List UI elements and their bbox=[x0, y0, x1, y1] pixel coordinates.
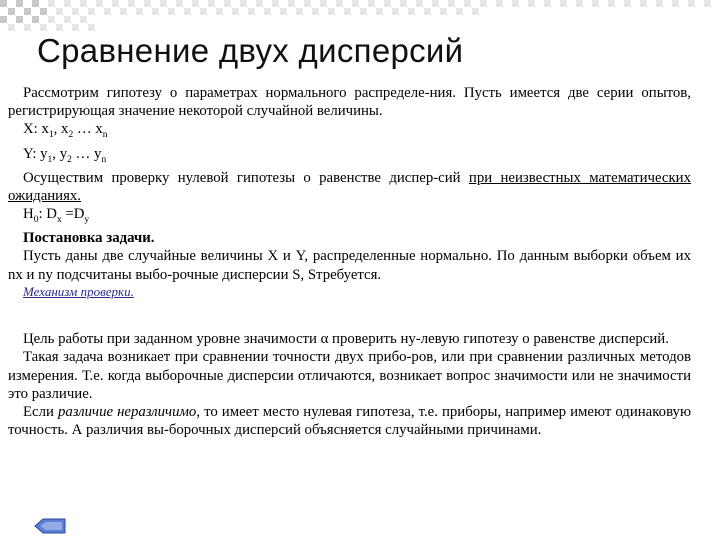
checker-square bbox=[344, 8, 351, 15]
checker-square bbox=[232, 8, 239, 15]
checker-square bbox=[416, 0, 423, 7]
checker-square bbox=[264, 8, 271, 15]
checker-square bbox=[48, 16, 55, 23]
checker-square bbox=[144, 0, 151, 7]
checker-square bbox=[24, 24, 31, 31]
checker-square bbox=[88, 24, 95, 31]
page-title: Сравнение двух дисперсий bbox=[37, 32, 464, 69]
checker-square bbox=[704, 0, 711, 7]
paragraph-goal: Цель работы при заданном уровне значимости α проверить ну-левую гипотезу о равенстве дисперсий. bbox=[23, 331, 669, 348]
checker-square bbox=[120, 8, 127, 15]
paragraph-conclusion: Если различие неразличимо, то имеет место нулевая гипотеза, т.е. приборы, например имеют одинаковую точность. А различия вы-борочных дисперсий объясняется случайными причинами. bbox=[8, 403, 691, 439]
checker-square bbox=[64, 0, 71, 7]
checker-square bbox=[608, 0, 615, 7]
checker-square bbox=[592, 0, 599, 7]
checker-square bbox=[72, 24, 79, 31]
checker-square bbox=[560, 0, 567, 7]
checker-square bbox=[32, 0, 39, 7]
checker-square bbox=[336, 0, 343, 7]
paragraph-context: Такая задача возникает при сравнении точности двух прибо-ров, или при сравнении различных методов измерения. Т.е. когда выборочные дисперсии отличаются, возникает вопрос значимости или не значимости это различие. bbox=[8, 349, 691, 402]
checker-square bbox=[544, 0, 551, 7]
checker-square bbox=[288, 0, 295, 7]
checker-square bbox=[192, 0, 199, 7]
checker-square bbox=[176, 0, 183, 7]
checker-square bbox=[216, 8, 223, 15]
checker-square bbox=[304, 0, 311, 7]
checker-square bbox=[56, 8, 63, 15]
checker-square bbox=[256, 0, 263, 7]
checker-square bbox=[168, 8, 175, 15]
checker-square bbox=[248, 8, 255, 15]
checker-square bbox=[352, 0, 359, 7]
paragraph-task: Пусть даны две случайные величины X и Y, распределенные нормально. По данным выборки объем их nx и ny подсчитаны выбо-рочные дисперсии S, Sтребуется. bbox=[8, 248, 691, 283]
checker-square bbox=[24, 8, 31, 15]
checker-square bbox=[64, 16, 71, 23]
checker-square bbox=[496, 0, 503, 7]
checker-square bbox=[464, 0, 471, 7]
checker-square bbox=[112, 0, 119, 7]
checker-square bbox=[424, 8, 431, 15]
checker-square bbox=[56, 24, 63, 31]
checker-square bbox=[512, 0, 519, 7]
checker-square bbox=[0, 16, 7, 23]
checker-square bbox=[160, 0, 167, 7]
checker-square bbox=[72, 8, 79, 15]
checker-square bbox=[96, 0, 103, 7]
checker-square bbox=[576, 0, 583, 7]
checker-square bbox=[136, 8, 143, 15]
x-series-line: X: $x_1$, $x_2$ … $x_n$ bbox=[23, 121, 108, 141]
checker-square bbox=[128, 0, 135, 7]
checker-square bbox=[16, 0, 23, 7]
checker-square bbox=[400, 0, 407, 7]
y-series-line: Y: $y_1$, $y_2$ … $y_n$ bbox=[23, 145, 107, 165]
checker-square bbox=[384, 0, 391, 7]
checker-square bbox=[104, 8, 111, 15]
checker-square bbox=[8, 8, 15, 15]
back-arrow-icon[interactable] bbox=[34, 518, 66, 534]
checker-square bbox=[240, 0, 247, 7]
checker-square bbox=[88, 8, 95, 15]
slide-body bbox=[8, 84, 691, 439]
checker-square bbox=[312, 8, 319, 15]
checker-square bbox=[80, 16, 87, 23]
checker-square bbox=[48, 0, 55, 7]
checker-square bbox=[368, 0, 375, 7]
checker-square bbox=[40, 24, 47, 31]
checker-square bbox=[472, 8, 479, 15]
checker-square bbox=[200, 8, 207, 15]
checker-square bbox=[408, 8, 415, 15]
checker-square bbox=[440, 8, 447, 15]
checker-square bbox=[656, 0, 663, 7]
checker-square bbox=[640, 0, 647, 7]
h0-formula: $H_0$: $D_x =D_y$ bbox=[23, 206, 90, 226]
checker-square bbox=[320, 0, 327, 7]
checker-square bbox=[224, 0, 231, 7]
checker-square bbox=[184, 8, 191, 15]
checker-square bbox=[32, 16, 39, 23]
mechanism-link[interactable]: Механизм проверки. bbox=[23, 283, 134, 299]
unknown-expectations-note: при неизвестных математических ожиданиях. bbox=[8, 169, 692, 204]
checker-square bbox=[528, 0, 535, 7]
checker-square bbox=[480, 0, 487, 7]
checker-square bbox=[672, 0, 679, 7]
checker-square bbox=[624, 0, 631, 7]
checker-square bbox=[40, 8, 47, 15]
paragraph-intro: Рассмотрим гипотезу о параметрах нормального распределе-ния. Пусть имеется две серии опытов, регистрирующая значение некоторой случайной величины. bbox=[8, 85, 691, 120]
checker-square bbox=[296, 8, 303, 15]
paragraph-null-hypothesis: Осуществим проверку нулевой гипотезы о равенстве диспер-сий при неизвестных математических ожиданиях. bbox=[8, 169, 692, 204]
checker-square bbox=[688, 0, 695, 7]
checker-square bbox=[392, 8, 399, 15]
checker-square bbox=[328, 8, 335, 15]
checker-square bbox=[16, 16, 23, 23]
checker-square bbox=[360, 8, 367, 15]
checker-square bbox=[208, 0, 215, 7]
checker-square bbox=[432, 0, 439, 7]
checker-square bbox=[280, 8, 287, 15]
checker-square bbox=[456, 8, 463, 15]
checker-square bbox=[272, 0, 279, 7]
checker-square bbox=[80, 0, 87, 7]
checker-square bbox=[8, 24, 15, 31]
checker-square bbox=[152, 8, 159, 15]
task-heading: Постановка задачи. bbox=[23, 230, 155, 247]
checker-square bbox=[448, 0, 455, 7]
checker-square bbox=[0, 0, 7, 7]
checker-square bbox=[376, 8, 383, 15]
